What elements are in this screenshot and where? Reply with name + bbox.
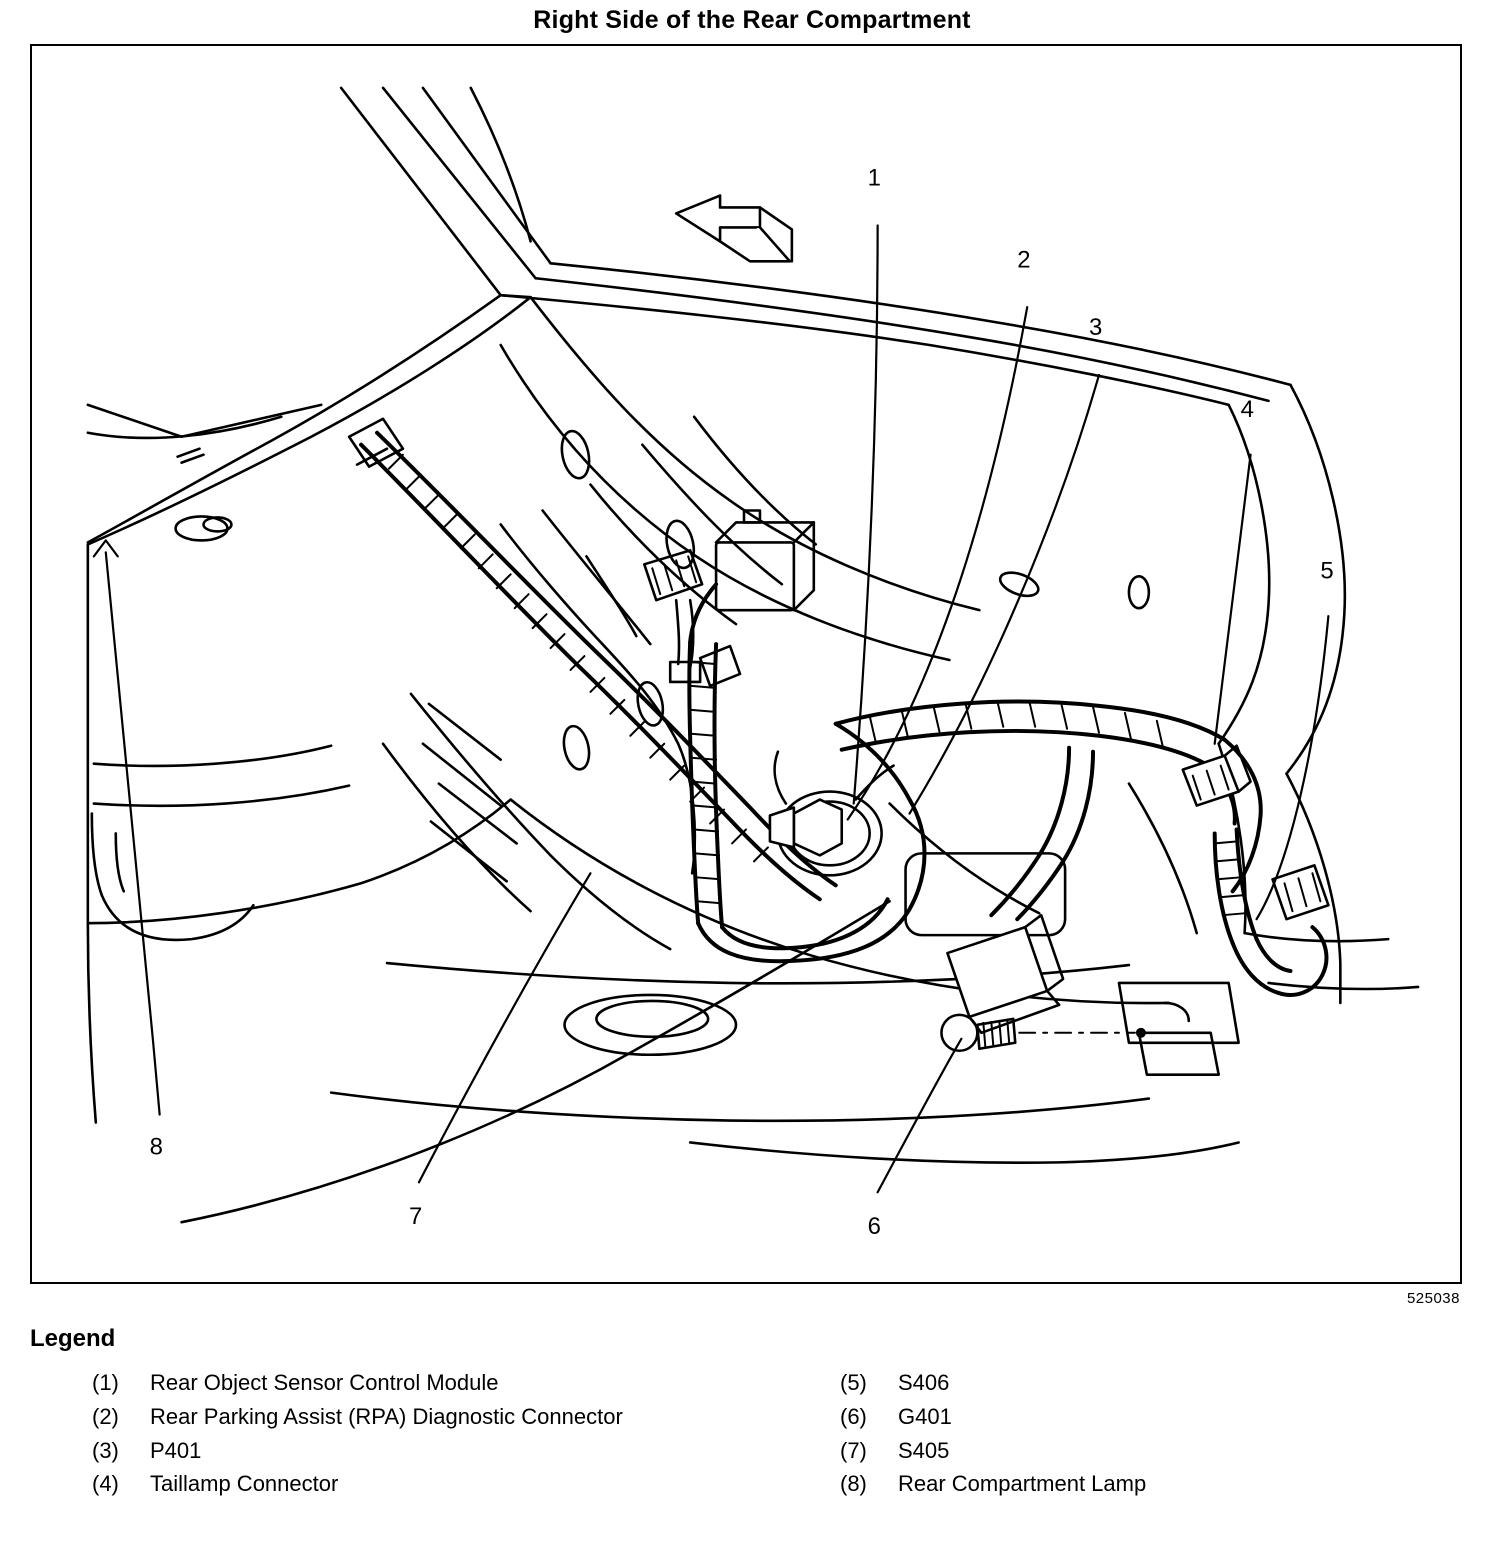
roof-rail-outer: [341, 88, 530, 297]
quarter-panel-top2: [88, 295, 501, 542]
callout-number-3: 3: [1089, 314, 1103, 342]
floor-front-edge2: [690, 1142, 1238, 1162]
legend-item: [840, 1438, 1400, 1465]
rib-2: [423, 744, 501, 806]
g401-body: [947, 927, 1047, 1017]
s406-loop-2: [1257, 939, 1291, 971]
p401-lead: [856, 766, 894, 800]
roof-rail-inner-b: [423, 88, 551, 263]
legend-item-label: Rear Object Sensor Control Module: [150, 1370, 499, 1395]
g401-bolt-head: [941, 1015, 977, 1051]
figure-id: 525038: [1406, 1290, 1460, 1307]
inner-wheelhouse-top2: [501, 345, 950, 660]
legend-item: [840, 1404, 1400, 1431]
legend-item-number: (3): [92, 1437, 119, 1463]
legend-heading: Legend: [30, 1325, 116, 1352]
upper-panel-edge-1: [501, 295, 1229, 405]
legend-item-number: (5): [840, 1370, 867, 1395]
rear-compartment-diagram: [32, 46, 1460, 1282]
legend-item-number: (8): [840, 1471, 867, 1497]
connector-pigtail: [676, 600, 679, 664]
s406-splice-body: [1273, 865, 1329, 919]
panel-hole-f: [1129, 576, 1149, 608]
right-shelf: [1245, 933, 1389, 941]
rear-panel-right-edge: [1219, 405, 1270, 744]
rib-1: [429, 704, 501, 760]
callout-number-2: 2: [1017, 246, 1031, 274]
legend-item-label: Taillamp Connector: [150, 1471, 339, 1497]
legend-item-label: S406: [898, 1370, 950, 1395]
floor-edge-left: [88, 800, 511, 924]
legend-item-number: (2): [92, 1403, 119, 1429]
legend-item: [92, 1404, 732, 1431]
legend-item-number: (7): [840, 1437, 867, 1463]
harness-to-ground-2: [1017, 752, 1093, 919]
s406-lead: [1215, 833, 1233, 943]
wheel-arch-left2: [116, 833, 124, 891]
panel-slot-1: [178, 449, 200, 457]
leader-8: [106, 552, 160, 1114]
harness-branch-clip: [700, 646, 740, 686]
right-shelf2: [1269, 983, 1419, 989]
bracket-plate-2: [1139, 1033, 1219, 1075]
brace-a: [590, 485, 736, 625]
rib-3: [439, 784, 517, 844]
callout-number-1: 1: [867, 164, 881, 192]
callout-number-4: 4: [1240, 395, 1254, 423]
floor-rib-left: [94, 746, 331, 766]
panel-crease-b: [1129, 784, 1197, 934]
panel-hole-a: [558, 429, 593, 481]
rpa-connector-body: [794, 800, 842, 856]
legend-item-label: S405: [898, 1437, 950, 1463]
panel-hole-left: [176, 516, 228, 540]
callout-number-8: 8: [149, 1133, 163, 1161]
legend-item-label: Rear Compartment Lamp: [898, 1471, 1147, 1497]
legend-item: [92, 1471, 732, 1498]
direction-arrow-shadow: [720, 227, 790, 261]
panel-hole-d: [560, 724, 593, 772]
legend-item: [92, 1438, 732, 1465]
harness-left-run: [361, 445, 820, 900]
spare-tire-well: [565, 995, 737, 1055]
legend-item: [840, 1471, 1400, 1498]
pigtail-clip: [670, 662, 700, 682]
callout-number-5: 5: [1320, 557, 1334, 585]
harness-loop-left-2: [722, 899, 888, 948]
page-title: Right Side of the Rear Compartment: [533, 6, 971, 34]
panel-slot-2: [182, 455, 204, 463]
legend-item-number: (4): [92, 1471, 119, 1497]
harness-to-ground: [991, 748, 1069, 915]
harness-vertical-2: [715, 644, 722, 927]
legend-item: [92, 1370, 732, 1397]
legend-column-left: [92, 1370, 732, 1505]
legend-item: [840, 1370, 1400, 1397]
seatback-brace-left2: [543, 510, 651, 644]
upper-panel-edge-3: [551, 263, 1291, 385]
callout-number-6: 6: [867, 1213, 881, 1241]
seatback-brace-left: [501, 524, 695, 873]
floor-rib-left2: [94, 786, 349, 806]
legend-item-label: G401: [898, 1403, 952, 1429]
bracket-tab: [1165, 1003, 1189, 1021]
legend-item-number: (1): [92, 1370, 119, 1395]
panel-crease-a: [890, 804, 1040, 914]
g401-stud-point: [1136, 1028, 1146, 1038]
callout-number-7: 7: [408, 1203, 423, 1231]
rpa-connector-lead: [775, 752, 786, 804]
figure-frame: [30, 44, 1462, 1284]
brace-c: [694, 417, 816, 545]
seatback-brace-inner: [586, 556, 636, 636]
rpa-connector-neck: [770, 808, 794, 848]
legend-item-label: Rear Parking Assist (RPA) Diagnostic Connector: [150, 1403, 623, 1429]
legend-column-right: [840, 1370, 1400, 1505]
wheelhouse-curve2: [383, 744, 531, 911]
legend-item-number: (6): [840, 1403, 867, 1429]
legend-item-label: P401: [150, 1437, 202, 1463]
